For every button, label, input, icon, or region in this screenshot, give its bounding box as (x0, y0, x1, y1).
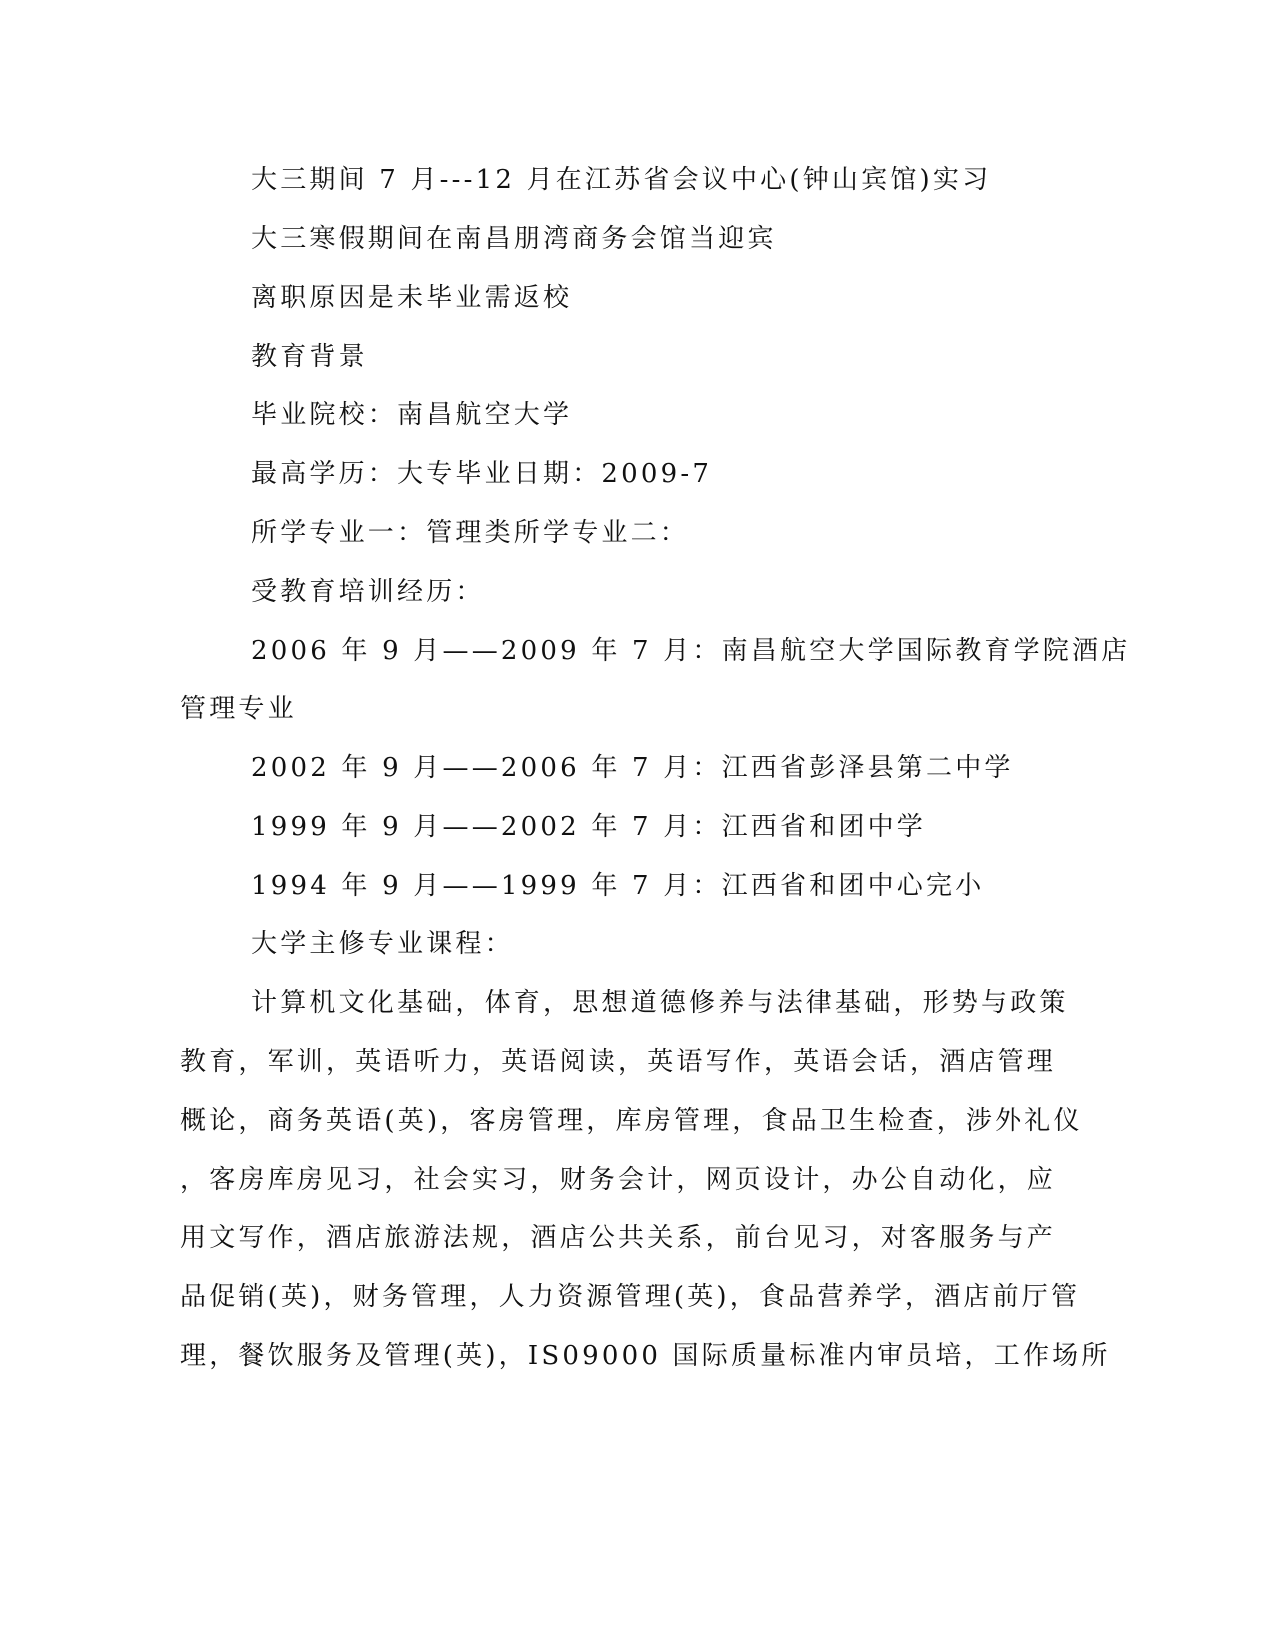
text-line: 2002 年 9 月——2006 年 7 月：江西省彭泽县第二中学 (251, 753, 1014, 783)
text-line: 所学专业一：管理类所学专业二： (251, 518, 690, 548)
text-line: 理，餐饮服务及管理(英)，IS09000 国际质量标准内审员培，工作场所 (180, 1341, 1111, 1371)
text-line: 受教育培训经历： (251, 577, 485, 607)
text-line: 毕业院校：南昌航空大学 (251, 400, 573, 430)
text-line: 2006 年 9 月——2009 年 7 月：南昌航空大学国际教育学院酒店 (251, 636, 1131, 666)
section-heading: 教育背景 (251, 342, 368, 372)
text-line: 最高学历：大专毕业日期：2009-7 (251, 459, 713, 489)
text-line: 管理专业 (180, 694, 297, 724)
text-line: 离职原因是未毕业需返校 (251, 283, 573, 313)
text-line: 1994 年 9 月——1999 年 7 月：江西省和团中心完小 (251, 871, 985, 901)
text-line: 计算机文化基础，体育，思想道德修养与法律基础，形势与政策 (251, 988, 1069, 1018)
text-line: 大三寒假期间在南昌朋湾商务会馆当迎宾 (251, 224, 777, 254)
text-line: 1999 年 9 月——2002 年 7 月：江西省和团中学 (251, 812, 927, 842)
text-line: 概论，商务英语(英)，客房管理，库房管理，食品卫生检查，涉外礼仪 (180, 1106, 1083, 1136)
text-line: ，客房库房见习，社会实习，财务会计，网页设计，办公自动化，应 (180, 1165, 1057, 1195)
text-line: 教育，军训，英语听力，英语阅读，英语写作，英语会话，酒店管理 (180, 1047, 1057, 1077)
text-line: 大学主修专业课程： (251, 929, 514, 959)
text-line: 用文写作，酒店旅游法规，酒店公共关系，前台见习，对客服务与产 (180, 1223, 1057, 1253)
text-line: 大三期间 7 月---12 月在江苏省会议中心(钟山宾馆)实习 (251, 165, 992, 195)
text-line: 品促销(英)，财务管理，人力资源管理(英)，食品营养学，酒店前厅管 (180, 1282, 1081, 1312)
